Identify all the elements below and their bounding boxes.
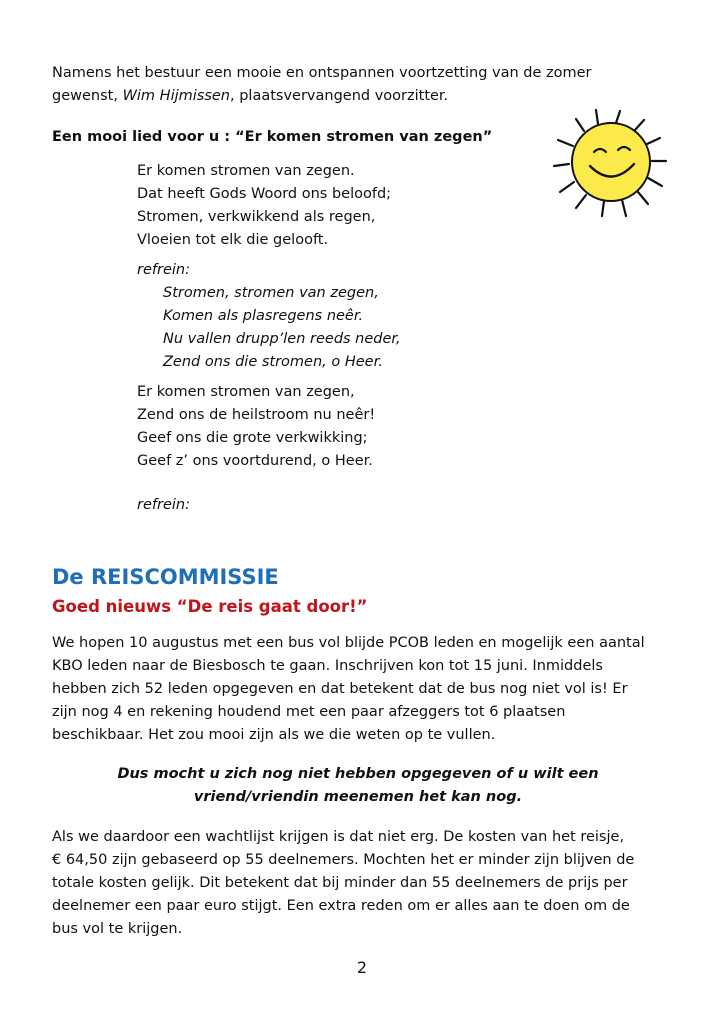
section-subtitle: Goed nieuws “De reis gaat door!” bbox=[52, 597, 368, 616]
verse-line: Dat heeft Gods Woord ons beloofd; bbox=[137, 186, 392, 202]
paragraph-line: zijn nog 4 en rekening houdend met een paar afzeggers tot 6 plaatsen bbox=[52, 704, 566, 720]
sun-illustration bbox=[538, 108, 676, 226]
verse-line: Stromen, verkwikkend als regen, bbox=[137, 209, 376, 225]
song-refrain bbox=[163, 282, 401, 374]
song-heading: Een mooi lied voor u : “Er komen stromen van zegen” bbox=[52, 129, 493, 145]
intro-paragraph bbox=[52, 62, 664, 108]
callout-line: vriend/vriendin meenemen het kan nog. bbox=[193, 789, 523, 805]
paragraph-line: We hopen 10 augustus met een bus vol blijde PCOB leden en mogelijk een aantal bbox=[52, 635, 645, 651]
paragraph-line: bus vol te krijgen. bbox=[52, 921, 183, 937]
refrain-line: Komen als plasregens neêr. bbox=[163, 308, 364, 324]
cost-paragraph bbox=[52, 826, 664, 941]
refrain-label-2: refrein: bbox=[137, 497, 190, 513]
intro-text-end: , plaatsvervangend voorzitter. bbox=[230, 88, 449, 104]
refrain-line: Stromen, stromen van zegen, bbox=[163, 285, 379, 301]
intro-text: gewenst, bbox=[52, 88, 123, 104]
verse-line: Zend ons de heilstroom nu neêr! bbox=[137, 407, 376, 423]
paragraph-line: Als we daardoor een wachtlijst krijgen is dat niet erg. De kosten van het reisje, bbox=[52, 829, 625, 845]
paragraph-line: hebben zich 52 leden opgegeven en dat betekent dat de bus nog niet vol is! Er bbox=[52, 681, 628, 697]
smiling-sun-icon bbox=[538, 108, 676, 226]
author-name: Wim Hijmissen bbox=[122, 88, 230, 104]
callout-text bbox=[52, 763, 664, 809]
verse-line: Geef z’ ons voortdurend, o Heer. bbox=[137, 453, 373, 469]
paragraph-line: € 64,50 zijn gebaseerd op 55 deelnemers. Mochten het er minder zijn blijven de bbox=[52, 852, 635, 868]
trip-paragraph bbox=[52, 632, 664, 747]
section-title: De REISCOMMISSIE bbox=[52, 565, 279, 589]
verse-line: Geef ons die grote verkwikking; bbox=[137, 430, 368, 446]
paragraph-line: totale kosten gelijk. Dit betekent dat bij minder dan 55 deelnemers de prijs per bbox=[52, 875, 628, 891]
callout-line: Dus mocht u zich nog niet hebben opgegeven of u wilt een bbox=[117, 766, 599, 782]
refrain-line: Zend ons die stromen, o Heer. bbox=[163, 354, 383, 370]
paragraph-line: deelnemer een paar euro stijgt. Een extra reden om er alles aan te doen om de bbox=[52, 898, 630, 914]
verse-line: Vloeien tot elk die gelooft. bbox=[137, 232, 329, 248]
song-verse-2 bbox=[137, 381, 375, 473]
verse-line: Er komen stromen van zegen, bbox=[137, 384, 355, 400]
refrain-label: refrein: bbox=[137, 262, 190, 278]
paragraph-line: beschikbaar. Het zou mooi zijn als we die weten op te vullen. bbox=[52, 727, 496, 743]
paragraph-line: KBO leden naar de Biesbosch te gaan. Inschrijven kon tot 15 juni. Inmiddels bbox=[52, 658, 603, 674]
verse-line: Er komen stromen van zegen. bbox=[137, 163, 355, 179]
intro-line-2 bbox=[52, 85, 664, 108]
song-verse-1 bbox=[137, 160, 391, 252]
refrain-line: Nu vallen drupp’len reeds neder, bbox=[163, 331, 401, 347]
intro-line-1: Namens het bestuur een mooie en ontspannen voortzetting van de zomer bbox=[52, 65, 592, 81]
page-number: 2 bbox=[356, 958, 368, 977]
